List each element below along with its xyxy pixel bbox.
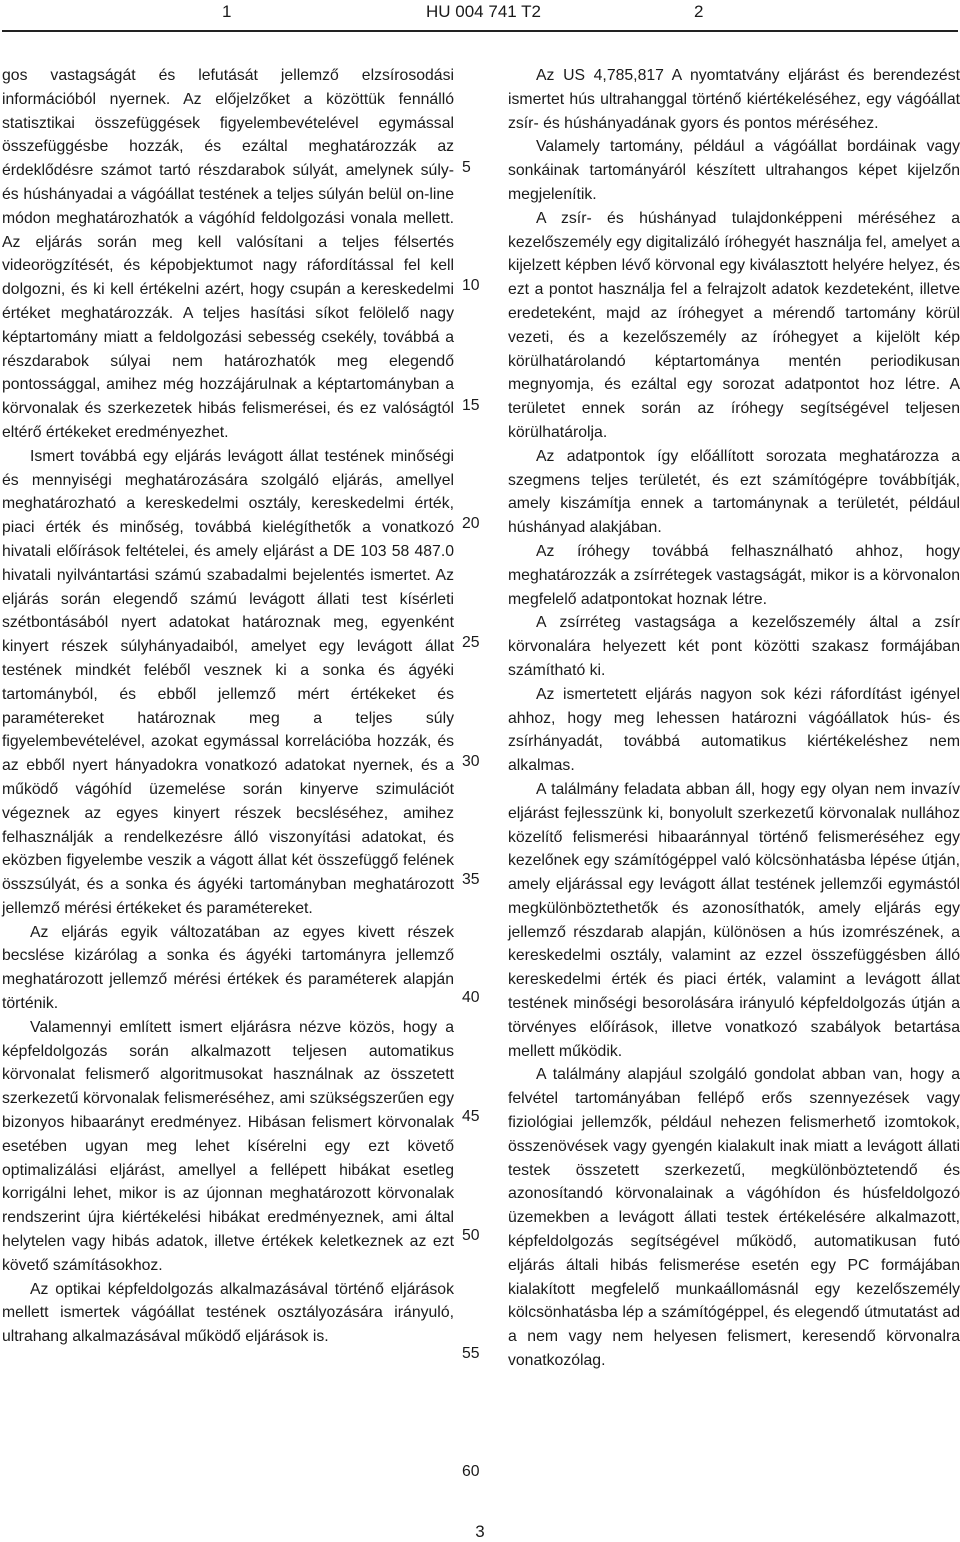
line-number: 45 [462,1108,480,1125]
paragraph: Valamely tartomány, például a vágóállat bordáinak vagy sonkáinak tartományáról készített ultrahangos képet kijelzőn megjelenítik. [508,138,960,203]
paragraph: Az optikai képfeldolgozás alkalmazásával történő eljárások mellett ismertek vágóállat testének osztályozására irányuló, ultrahang alkalmazásával működő eljárások is. [2,1280,454,1346]
line-number: 35 [462,871,480,888]
paragraph: Az US 4,785,817 A nyomtatvány eljárást és berendezést ismertet hús ultrahanggal történő kiértékeléséhez, egy vágóállat zsír- és húshányadának gyors és pontos méréséhez. [508,67,960,132]
paragraph: A találmány feladata abban áll, hogy egy olyan nem invazív eljárást fejlesszünk ki, bonyolult szerkezetű körvonalak nullához közelítő felismerési hibaaránnyal történő felismeréséhez egy kezelőnek egy számítógéppel való kölcsönhatásba lépése útján, amely eljárással egy levágott állat testének jellemzői egymástól megkülönböztethetők és azonosíthatók, amely eljárás egy jellemző részdarab alapján, különösen a hús izomrészének, a kereskedelmi osztály, valamint az ezzel összefüggésben álló kereskedelmi érték és piaci érték, valamint a levágott állat testének minőségi besorolására irányuló képfeldolgozás útján a törvényes előírások, illetve vonatkozó szabályok betartása mellett működik. [508,780,960,1060]
right-column-number: 2 [694,2,704,21]
paragraph: Az adatpontok így előállított sorozata meghatározza a szegmens teljes területét, és ezt számítógépre továbbítják, amely kiszámítja ennek a tartománynak a területét, például húshányad alakjában. [508,447,960,537]
paragraph: Valamennyi említett ismert eljárásra nézve közös, hogy a képfeldolgozás során alkalmazott teljesen automatikus körvonalat felismerő algoritmusokat használnak az összetett szerkezetű körvonalak felismeréséhez, ami szükségszerűen egy bizonyos hibaarányt eredményez. Hibásan felismert körvonalak esetében ugyan meg lehet kísérelni egy ezt követő optimalizálási eljárást, amellyel a fellépett hibákat esetleg korrigálni lehet, mikor is az újonnan meghatározott körvonalak rendszerint újra kiértékelési hibákat eredményeznek, ami által helytelen vagy hibás adatok, illetve értékek keletkeznek az ezt követő számításokhoz. [2,1018,454,1274]
paragraph: gos vastagságát és lefutását jellemző elzsírosodási információból nyernek. Az előjelzőket a közöttük fennálló statisztikai összefüggések figyelembevételével egymással összefüggésbe hozzák, és ezáltal meghatározzák az érdeklődésre számot tartó részdarabok súlyát, amelynek súly- és húshányadai a vágóállat testének a teljes súlyán belül on-line módon meghatározhatók a vágóhíd feldolgozási vonala mellett. Az eljárás során meg kell valósítani a teljes félsertés videorögzítését, és képobjektumot nagy ráfordítással fel kell dolgozni, és ki kell értékelni azért, hogy csupán a kereskedelmi értéket meghatározzák. A teljes hasítási síkot felölelő nagy képtartomány miatt a feldolgozási sebesség csekély, továbbá a részdarabok súlyai nem határozhatók meg elegendő pontossággal, amihez még hozzájárulnak a képtartományban a körvonalak és szerkezetek hibás felismerései, és ez valóságtól eltérő értékeket eredményezhet. [2,67,454,441]
paragraph: A zsírréteg vastagsága a kezelőszemély által a zsír körvonalára helyezett két pont közötti szakasz formájában számítható ki. [508,614,960,679]
line-number: 55 [462,1345,480,1362]
paragraph: A találmány alapjául szolgáló gondolat abban van, hogy a felvétel tartományában fellépő erős szennyezések vagy fiziológiai jellemzők, például nehezen felismerhető izomtokok, összenövések vagy gyengén kialakult inak miatt a levágott állati testek összetett szerkezetű, megkülönböztetendő és azonosítandó körvonalainak a vágóhídon és húsfeldolgozó üzemekben a levágott állati testek értékelésére alkalmazott, képfeldolgozás segítségével működő, automatikusan futó eljárás általi hibás felismerése esetén egy PC formájában kialakított megfelelő munkaállomásnál egy kezelőszemély kölcsönhatásba lép a számítógéppel, és elegendő útmutatást ad a nem vagy nem helyesen felismert, keresendő körvonalra vonatkozólag. [508,1066,960,1370]
line-number: 15 [462,397,480,414]
line-numbers [462,0,498,1541]
paragraph: Az ismertetett eljárás nagyon sok kézi ráfordítást igényel ahhoz, hogy meg lehessen határozni vágóállatok hús- és zsírhányadát, továbbá automatikus kiértékeléshez nem alkalmas. [508,685,960,775]
line-number: 30 [462,753,480,770]
line-number: 20 [462,515,480,532]
line-number: 40 [462,989,480,1006]
paragraph: Ismert továbbá egy eljárás levágott állat testének minőségi és mennyiségi meghatározására szolgáló eljárás, amellyel meghatározható a kereskedelmi osztály, kereskedelmi érték, piaci érték és minőség, továbbá kielégíthetők a vonatkozó hivatali előírások feltételei, és amely eljárást a DE 103 58 487.0 hivatali nyilvántartási számú szabadalmi bejelentés ismertet. Az eljárás során elegendő számú levágott állati test kísérleti szétbontásából nyert adatokat határoznak meg, egyenként kinyert részek súlyhányadaiból, amelyet egy levágott állat testének mindkét feléből vesznek ki a sonka és ágyéki tartományból, és ebből jellemző mért értékeket és paramétereket határoznak meg a teljes súly figyelembevételével, azokat egymással korrelációba hozzák, és az ebből nyert hányadokra vonatkozó adatokat nyernek, és a működő vágóhíd üzemelése során kinyerve szimulációt végeznek az egyes kinyert részek becsléséhez, amihez felhasználják a rendelkezésre álló viszonyítási adatokat, és eközben figyelembe veszik a vágott állat két összefüggő felének összsúlyát, és a sonka és ágyéki tartományban meghatározott jellemző mérési értékeket és paramétereket. [2,447,454,917]
line-number: 10 [462,277,480,294]
left-column-number: 1 [222,2,232,21]
line-number: 25 [462,634,480,651]
left-column [2,64,454,1349]
page-number: 3 [475,1522,485,1541]
line-number: 60 [462,1463,480,1480]
paragraph: A zsír- és húshányad tulajdonképpeni méréséhez a kezelőszemély egy digitalizáló íróhegyét használja fel, amelyet a kijelzett képben lévő körvonal egy kiválasztott helyére helyez, és ezt a pontot használja fel a felrajzolt adatok kezdeteként, illetve eredeteként, majd az íróhegyet a mérendő tartomány körül vezeti, és a kezelőszemély az íróhegyet a kijelölt kép körülhatárolandó képtartománya mentén periodikusan megnyomja, és ezáltal egy sorozat adatpontot hoz létre. A területet ennek során az íróhegy segítségével teljesen körülhatárolja. [508,209,960,441]
paragraph: Az eljárás egyik változatában az egyes kivett részek becslése kizárólag a sonka és ágyéki tartományra jellemző meghatározott jellemző mérési értékek és paraméterek alapján történik. [2,923,454,1013]
line-number: 50 [462,1227,480,1244]
line-number: 5 [462,159,471,176]
right-column [508,64,960,1373]
document-number: HU 004 741 T2 [426,2,541,21]
paragraph: Az íróhegy továbbá felhasználható ahhoz, hogy meghatározzák a zsírrétegek vastagságát, mikor is a körvonalon megfelelő adatpontokat hoznak létre. [508,542,960,608]
